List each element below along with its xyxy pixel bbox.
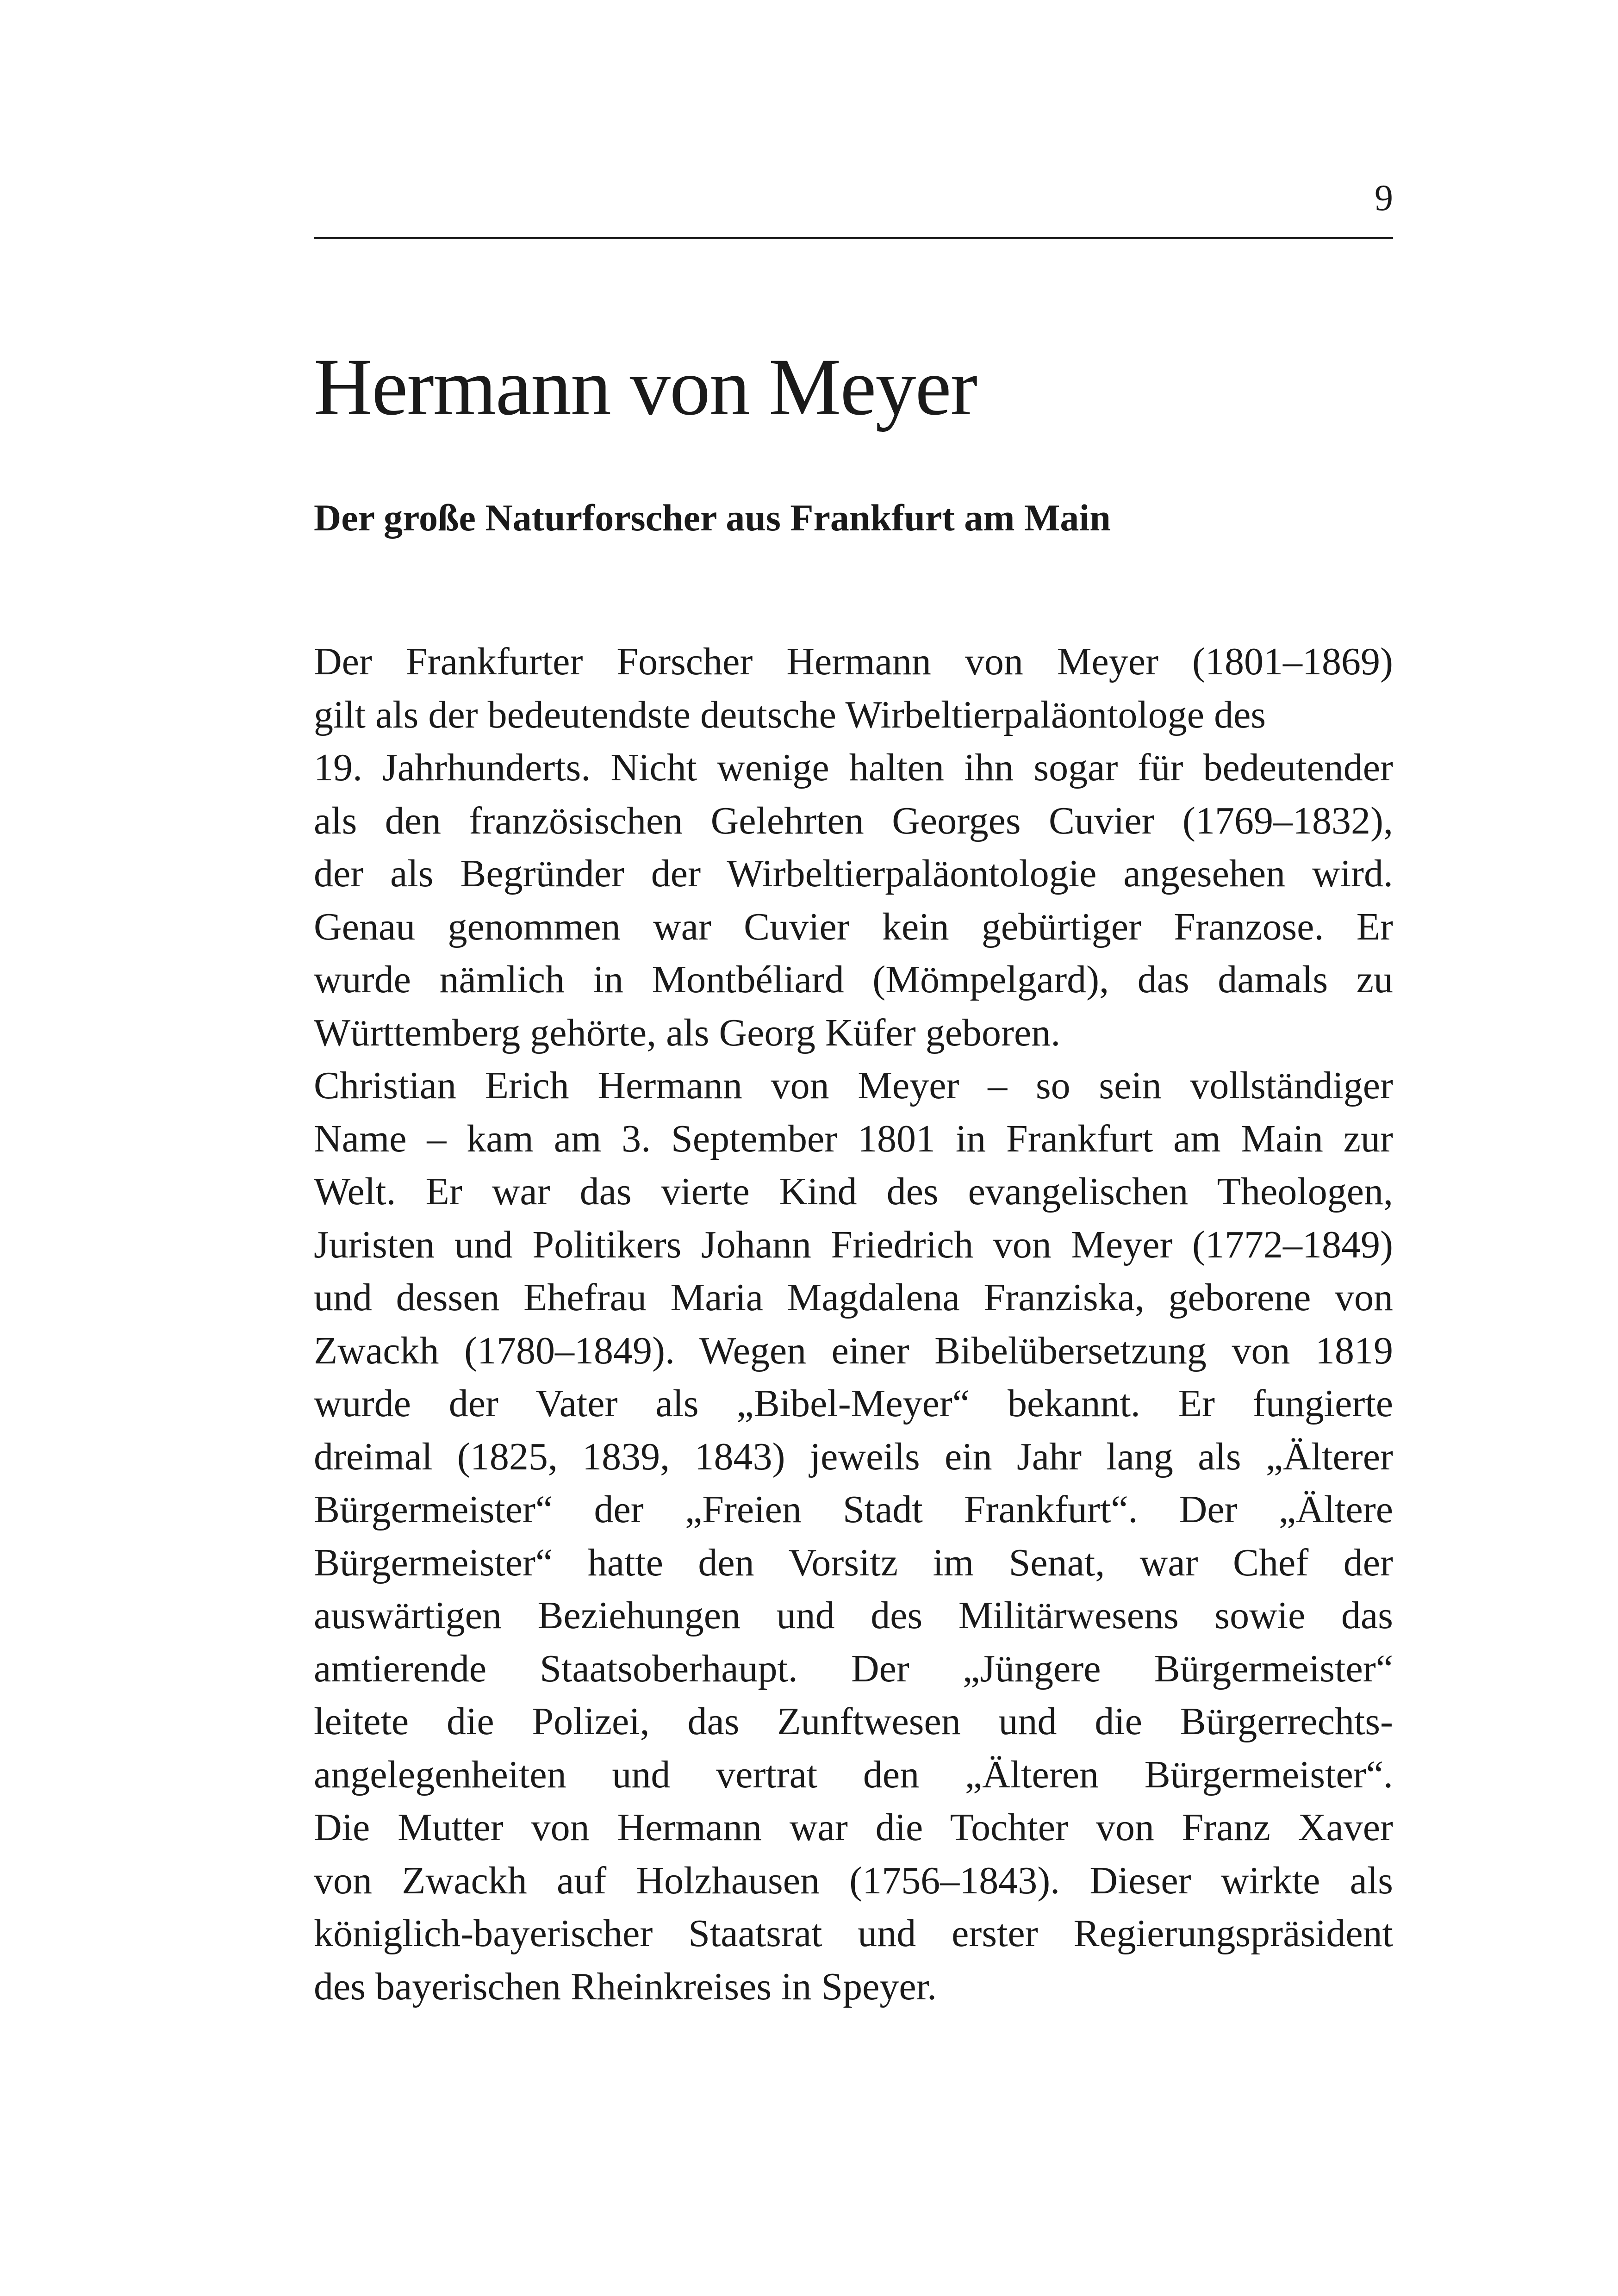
- body-line: von Zwackh auf Holzhausen (1756–1843). Dieser wirkte als: [314, 1859, 1393, 1902]
- page-title: Hermann von Meyer: [314, 342, 977, 432]
- body-line: wurde der Vater als „Bibel-Meyer“ bekannt. Er fungierte: [314, 1382, 1393, 1425]
- body-line: Welt. Er war das vierte Kind des evangelischen Theologen,: [314, 1170, 1393, 1213]
- body-line: leitete die Polizei, das Zunftwesen und die Bürgerrechts-: [314, 1700, 1393, 1743]
- body-line: Christian Erich Hermann von Meyer – so sein vollständiger: [314, 1064, 1393, 1107]
- body-line: des bayerischen Rheinkreises in Speyer.: [314, 1965, 937, 2008]
- body-line: amtierende Staatsoberhaupt. Der „Jüngere Bürgermeister“: [314, 1647, 1393, 1690]
- body-line: königlich-bayerischer Staatsrat und erster Regierungspräsident: [314, 1912, 1393, 1955]
- body-line: 19. Jahrhunderts. Nicht wenige halten ihn sogar für bedeutender: [314, 746, 1393, 789]
- body-text: [314, 635, 1393, 2013]
- page-number: 9: [1375, 178, 1393, 218]
- body-line: gilt als der bedeutendste deutsche Wirbeltierpaläontologe des: [314, 693, 1266, 736]
- body-line: Der Frankfurter Forscher Hermann von Meyer (1801–1869): [314, 640, 1393, 683]
- body-line: Genau genommen war Cuvier kein gebürtiger Franzose. Er: [314, 905, 1393, 948]
- header-rule: [314, 237, 1393, 239]
- body-line: Name – kam am 3. September 1801 in Frankfurt am Main zur: [314, 1117, 1393, 1160]
- body-line: wurde nämlich in Montbéliard (Mömpelgard), das damals zu: [314, 958, 1393, 1001]
- body-line: Bürgermeister“ hatte den Vorsitz im Senat, war Chef der: [314, 1541, 1393, 1584]
- body-line: Zwackh (1780–1849). Wegen einer Bibelübersetzung von 1819: [314, 1329, 1393, 1372]
- body-line: und dessen Ehefrau Maria Magdalena Franziska, geborene von: [314, 1276, 1393, 1319]
- body-line: auswärtigen Beziehungen und des Militärwesens sowie das: [314, 1594, 1393, 1637]
- body-line: Juristen und Politikers Johann Friedrich von Meyer (1772–1849): [314, 1223, 1393, 1266]
- body-line: Die Mutter von Hermann war die Tochter von Franz Xaver: [314, 1806, 1393, 1849]
- body-line: angelegenheiten und vertrat den „Älteren Bürgermeister“.: [314, 1753, 1393, 1796]
- body-line: Bürgermeister“ der „Freien Stadt Frankfurt“. Der „Ältere: [314, 1488, 1393, 1531]
- body-line: Württemberg gehörte, als Georg Küfer geboren.: [314, 1011, 1061, 1054]
- body-line: als den französischen Gelehrten Georges Cuvier (1769–1832),: [314, 799, 1393, 842]
- body-line: dreimal (1825, 1839, 1843) jeweils ein Jahr lang als „Älterer: [314, 1435, 1393, 1478]
- body-line: der als Begründer der Wirbeltierpaläontologie angesehen wird.: [314, 852, 1393, 895]
- page-subtitle: Der große Naturforscher aus Frankfurt am Main: [314, 497, 1111, 539]
